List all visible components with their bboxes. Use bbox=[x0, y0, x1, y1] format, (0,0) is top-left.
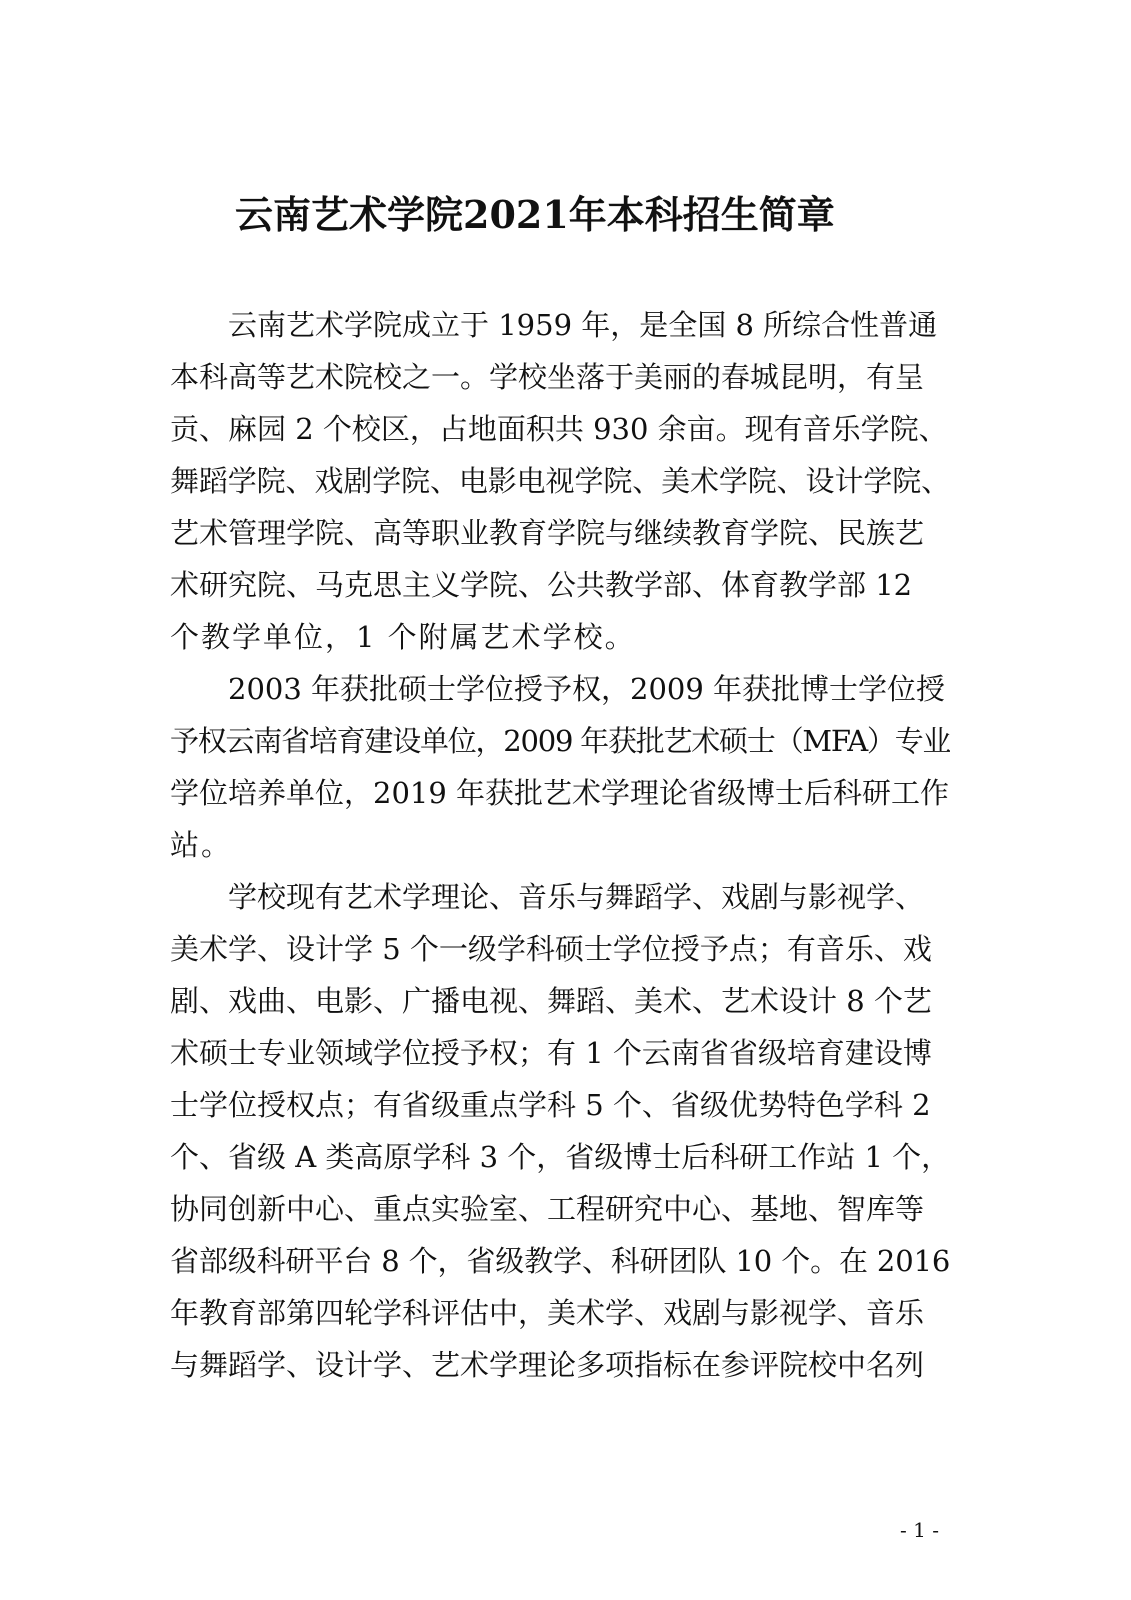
paragraph-3-line-4: 术硕士专业领域学位授予权；有 1 个云南省省级培育建设博 bbox=[170, 1036, 932, 1070]
paragraph-3-line-2: 美术学、设计学 5 个一级学科硕士学位授予点；有音乐、戏 bbox=[170, 932, 932, 966]
document-title: 云南艺术学院2021年本科招生简章 bbox=[235, 192, 835, 237]
paragraph-3-line-7: 协同创新中心、重点实验室、工程研究中心、基地、智库等 bbox=[170, 1192, 925, 1226]
paragraph-1-line-6: 术研究院、马克思主义学院、公共教学部、体育教学部 12 bbox=[170, 568, 913, 602]
paragraph-2-line-2: 予权云南省培育建设单位，2009 年获批艺术硕士（MFA）专业 bbox=[170, 724, 950, 758]
paragraph-1-line-4: 舞蹈学院、戏剧学院、电影电视学院、美术学院、设计学院、 bbox=[170, 464, 950, 498]
paragraph-3-line-1: 学校现有艺术学理论、音乐与舞蹈学、戏剧与影视学、 bbox=[228, 880, 925, 914]
paragraph-2-line-3: 学位培养单位，2019 年获批艺术学理论省级博士后科研工作 bbox=[170, 776, 950, 810]
paragraph-1-line-5: 艺术管理学院、高等职业教育学院与继续教育学院、民族艺 bbox=[170, 516, 925, 550]
paragraph-1-line-2: 本科高等艺术院校之一。学校坐落于美丽的春城昆明，有呈 bbox=[170, 360, 925, 394]
paragraph-3-line-6: 个、省级 A 类高原学科 3 个，省级博士后科研工作站 1 个， bbox=[170, 1140, 950, 1174]
paragraph-1-line-7: 个教学单位，1 个附属艺术学校。 bbox=[170, 620, 636, 654]
page-number: - 1 - bbox=[900, 1518, 939, 1542]
paragraph-2-line-4: 站。 bbox=[170, 828, 233, 862]
paragraph-1-line-3: 贡、麻园 2 个校区，占地面积共 930 余亩。现有音乐学院、 bbox=[170, 412, 948, 446]
paragraph-1-line-1: 云南艺术学院成立于 1959 年，是全国 8 所综合性普通 bbox=[228, 308, 938, 342]
paragraph-3-line-8: 省部级科研平台 8 个，省级教学、科研团队 10 个。在 2016 bbox=[170, 1244, 950, 1278]
paragraph-3-line-9: 年教育部第四轮学科评估中，美术学、戏剧与影视学、音乐 bbox=[170, 1296, 925, 1330]
paragraph-3-line-10: 与舞蹈学、设计学、艺术学理论多项指标在参评院校中名列 bbox=[170, 1348, 925, 1382]
paragraph-3-line-3: 剧、戏曲、电影、广播电视、舞蹈、美术、艺术设计 8 个艺 bbox=[170, 984, 932, 1018]
paragraph-2-line-1: 2003 年获批硕士学位授予权，2009 年获批博士学位授 bbox=[228, 672, 946, 706]
paragraph-3-line-5: 士学位授权点；有省级重点学科 5 个、省级优势特色学科 2 bbox=[170, 1088, 931, 1122]
